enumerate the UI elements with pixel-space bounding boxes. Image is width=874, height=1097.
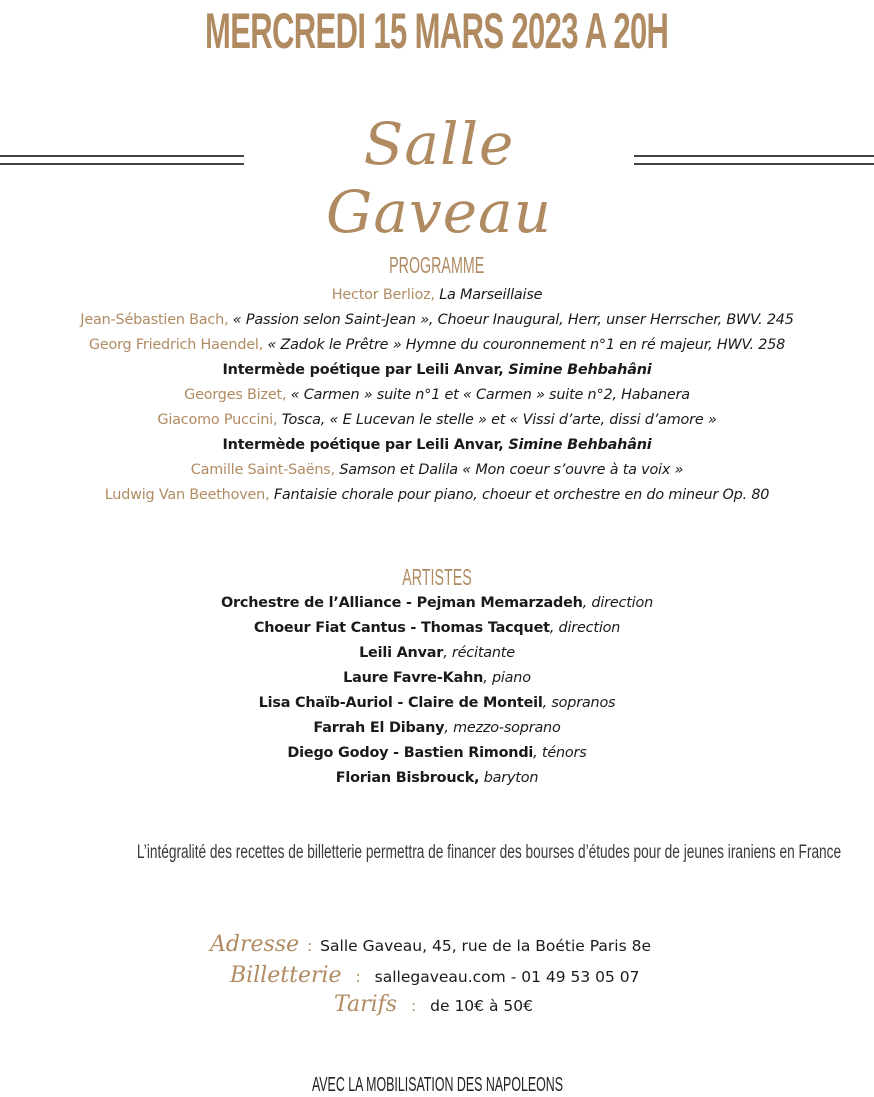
artist-name: Diego Godoy - Bastien Rimondi	[287, 745, 534, 761]
programme-heading	[0, 252, 874, 279]
tickets-label: Billetterie	[230, 963, 342, 988]
artist-name: Orchestre de l’Alliance - Pejman Memarzadeh	[220, 595, 583, 611]
artist-item	[0, 741, 874, 766]
venue-header	[0, 110, 874, 246]
work: Samson et Dalila « Mon coeur s’ouvre à ta voix »	[334, 462, 684, 478]
artist-role: , sopranos	[542, 695, 616, 711]
tickets-row	[230, 963, 640, 993]
programme-item	[0, 383, 874, 408]
artist-name: Leili Anvar	[359, 645, 444, 661]
composer: Jean-Sébastien Bach,	[80, 312, 229, 328]
footer-text: AVEC LA MOBILISATION DES NAPOLEONS	[311, 1074, 563, 1096]
artist-name: Florian Bisbrouck,	[335, 770, 480, 786]
interlude: Intermède poétique par Leili Anvar,	[222, 437, 504, 453]
address-value: Salle Gaveau, 45, rue de la Boétie Paris 8e	[320, 937, 651, 955]
composer: Georg Friedrich Haendel,	[88, 337, 264, 353]
poet: Simine Behbahâni	[503, 437, 652, 453]
artist-name: Farrah El Dibany	[313, 720, 445, 736]
poet: Simine Behbahâni	[503, 362, 652, 378]
address-row	[210, 932, 651, 962]
artist-name: Choeur Fiat Cantus - Thomas Tacquet	[253, 620, 550, 636]
artist-item	[0, 591, 874, 616]
event-date-text: MERCREDI 15 MARS 2023 A 20H	[205, 3, 669, 59]
programme-item	[0, 308, 874, 333]
artistes-heading-text: ARTISTES	[402, 564, 472, 590]
address-label: Adresse	[210, 932, 300, 957]
work: La Marseillaise	[434, 287, 543, 303]
interlude-item	[0, 358, 874, 383]
artist-name: Lisa Chaïb-Auriol - Claire de Monteil	[258, 695, 543, 711]
charity-note	[0, 842, 874, 864]
artistes-list	[0, 591, 874, 791]
artist-role: , ténors	[533, 745, 587, 761]
artist-role: , mezzo-soprano	[444, 720, 561, 736]
programme-item	[0, 283, 874, 308]
programme-item	[0, 458, 874, 483]
event-date	[0, 2, 874, 60]
tickets-sep: :	[355, 968, 361, 986]
artistes-heading	[0, 564, 874, 591]
programme-heading-text: PROGRAMME	[389, 252, 485, 278]
prices-value: de 10€ à 50€	[430, 997, 533, 1015]
artist-role: baryton	[479, 770, 539, 786]
artist-item	[0, 766, 874, 791]
artist-role: , direction	[582, 595, 654, 611]
prices-row	[334, 992, 533, 1022]
programme-list	[0, 283, 874, 508]
programme-item	[0, 408, 874, 433]
artist-item	[0, 641, 874, 666]
work: « Zadok le Prêtre » Hymne du couronnement n°1 en ré majeur, HWV. 258	[263, 337, 786, 353]
artist-role: , piano	[483, 670, 531, 686]
artist-item	[0, 691, 874, 716]
prices-label: Tarifs	[334, 992, 398, 1017]
work: « Carmen » suite n°1 et « Carmen » suite n°2, Habanera	[286, 387, 690, 403]
work: « Passion selon Saint-Jean », Choeur Inaugural, Herr, unser Herrscher, BWV. 245	[228, 312, 794, 328]
interlude: Intermède poétique par Leili Anvar,	[222, 362, 504, 378]
artist-item	[0, 716, 874, 741]
address-sep: :	[307, 937, 313, 955]
footer	[0, 1074, 874, 1097]
artist-role: , récitante	[443, 645, 515, 661]
interlude-item	[0, 433, 874, 458]
artist-role: , direction	[549, 620, 621, 636]
prices-sep: :	[411, 997, 417, 1015]
artist-item	[0, 666, 874, 691]
work: Fantaisie chorale pour piano, choeur et orchestre en do mineur Op. 80	[269, 487, 770, 503]
right-double-rule	[634, 155, 874, 165]
composer: Camille Saint-Saëns,	[190, 462, 335, 478]
programme-item	[0, 333, 874, 358]
left-double-rule	[0, 155, 244, 165]
artist-item	[0, 616, 874, 641]
composer: Ludwig Van Beethoven,	[104, 487, 270, 503]
work: Tosca, « E Lucevan le stelle » et « Vissi d’arte, dissi d’amore »	[277, 412, 717, 428]
composer: Hector Berlioz,	[331, 287, 435, 303]
composer: Giacomo Puccini,	[157, 412, 278, 428]
artist-name: Laure Favre-Kahn	[343, 670, 484, 686]
venue-title: Salle Gaveau	[326, 110, 552, 246]
charity-note-text: L’intégralité des recettes de billetterie permettra de financer des bourses d’études pour de jeunes iraniens en France	[136, 842, 842, 863]
tickets-value[interactable]: sallegaveau.com - 01 49 53 05 07	[374, 968, 640, 986]
programme-item	[0, 483, 874, 508]
composer: Georges Bizet,	[184, 387, 287, 403]
